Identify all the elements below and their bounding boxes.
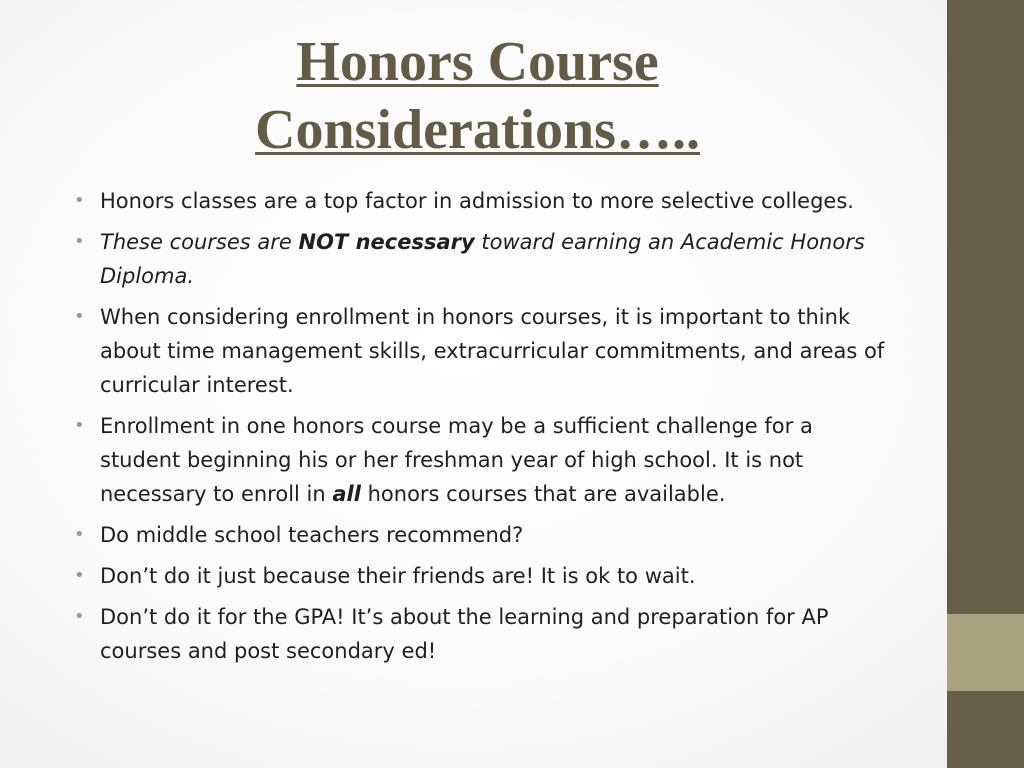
bullet-text: Don’t do it just because their friends are! It is ok to wait. [100,564,696,588]
slide-title-line-1: Honors Course [296,31,659,93]
side-decor-accent-block [947,614,1024,691]
bullet-text: When considering enrollment in honors courses, it is important to think about time management skills, extracurricular commitments, and areas of curricular interest. [100,305,885,397]
bullet-text: Enrollment in one honors course may be a sufficient challenge for a student beginning his or her freshman year of high school. It is not necessary to enroll in [100,414,813,506]
slide-title-line-2: Considerations….. [255,99,700,161]
list-item [72,600,887,668]
bullet-list [72,184,887,675]
bullet-emphasis: NOT necessary [298,230,475,254]
bullet-icon: • [74,606,85,627]
list-item [72,300,887,402]
bullet-icon: • [74,524,85,545]
list-item [72,409,887,511]
list-item [72,559,887,593]
bullet-text: These courses are [100,230,299,254]
list-item [72,225,887,293]
list-item [72,518,887,552]
bullet-text: honors courses that are available. [360,482,726,506]
bullet-icon: • [74,565,85,586]
list-item [72,184,887,218]
bullet-text: Do middle school teachers recommend? [100,523,524,547]
bullet-text: Don’t do it for the GPA! It’s about the learning and preparation for AP courses and post secondary ed! [100,605,829,663]
slide-title [120,28,835,164]
bullet-emphasis: all [332,482,361,506]
bullet-icon: • [74,415,85,436]
bullet-icon: • [74,231,85,252]
bullet-icon: • [74,190,85,211]
bullet-text: toward earning an Academic Honors Diploma. [100,230,865,288]
bullet-text: Honors classes are a top factor in admission to more selective colleges. [100,189,854,213]
bullet-icon: • [74,306,85,327]
side-decor-bar [947,0,1024,768]
